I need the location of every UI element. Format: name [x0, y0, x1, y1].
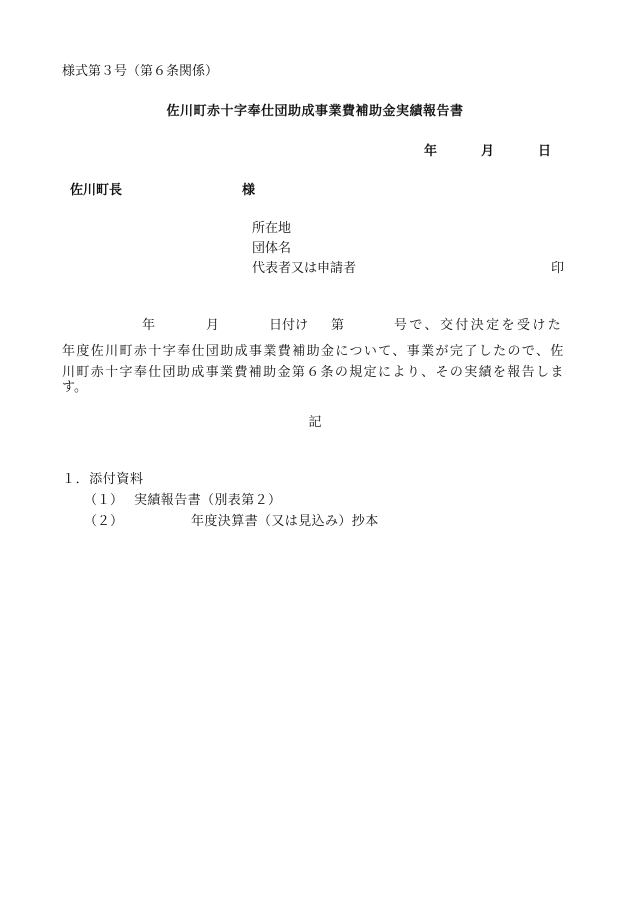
body-line-2: 年度佐川町赤十字奉仕団助成事業費補助金について、事業が完了したので、佐 — [62, 344, 564, 359]
date-day-label: 日 — [538, 144, 552, 159]
attachment-item-number: （２） — [84, 514, 124, 529]
attachments-heading: １．添付資料 — [62, 472, 144, 487]
document-title: 佐川町赤十字奉仕団助成事業費補助金実績報告書 — [166, 104, 464, 119]
date-year-label: 年 — [424, 144, 438, 159]
body-dated-label: 日付け — [269, 318, 309, 333]
date-month-label: 月 — [481, 144, 495, 159]
body-year-label: 年 — [142, 318, 156, 333]
body-month-label: 月 — [206, 318, 220, 333]
addressee-name: 佐川町長 — [70, 183, 123, 198]
form-number: 様式第３号（第６条関係） — [62, 64, 219, 79]
addressee-honorific: 様 — [242, 183, 256, 198]
body-line-4: す。 — [62, 380, 87, 395]
attachment-item-text: 年度決算書（又は見込み）抄本 — [191, 514, 379, 529]
applicant-address-label: 所在地 — [252, 221, 292, 236]
seal-mark: 印 — [551, 261, 565, 276]
body-line-3: 川町赤十字奉仕団助成事業費補助金第６条の規定により、その実績を報告しま — [62, 365, 564, 380]
attachment-item-text: 実績報告書（別表第２） — [134, 493, 282, 508]
attachment-item-number: （１） — [84, 493, 124, 508]
body-dai-label: 第 — [331, 318, 345, 333]
applicant-representative-label: 代表者又は申請者 — [252, 261, 357, 276]
body-line-1-rest: 号で、交付決定を受けた — [394, 318, 564, 333]
ki-heading: 記 — [308, 415, 322, 430]
applicant-group-label: 団体名 — [252, 241, 292, 256]
